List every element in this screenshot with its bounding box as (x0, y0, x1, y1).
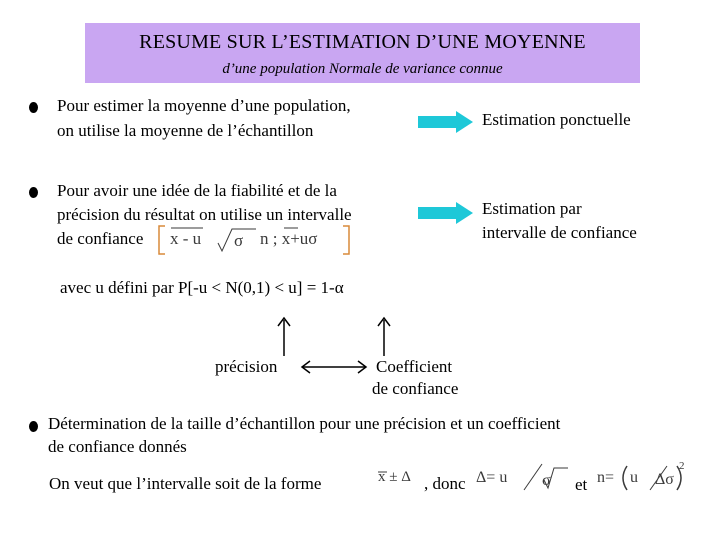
bullet-2 (29, 187, 38, 198)
interval-mid: n ; x+uσ (260, 229, 318, 248)
bullet-1 (29, 102, 38, 113)
arrow-right-icon (418, 111, 473, 133)
interval-formula (156, 223, 352, 257)
formula-delta-eq: Δ= u (476, 469, 508, 486)
section1-line1: Pour estimer la moyenne d’une population, (57, 96, 351, 115)
section2-line3: de confiance (57, 229, 144, 248)
label-coefficient-line1: Coefficient (376, 357, 453, 376)
interval-left: x - u (170, 229, 202, 248)
formula-u: u (630, 469, 638, 486)
result-interval-line2: intervalle de confiance (482, 223, 637, 242)
formula-n-eq: n= (597, 469, 615, 486)
section2-line1: Pour avoir une idée de la fiabilité et de la (57, 181, 337, 200)
label-precision: précision (215, 357, 278, 376)
et-text: et (575, 475, 588, 494)
page-subtitle: d’une population Normale de variance connue (222, 61, 503, 77)
result-interval-line1: Estimation par (482, 199, 582, 218)
u-definition: avec u défini par P[-u < N(0,1) < u] = 1-α (60, 278, 344, 297)
interval-sigma: σ (234, 231, 244, 250)
section3-line2: de confiance donnés (48, 437, 187, 456)
title-box (85, 23, 640, 83)
arrow-up-icon (377, 316, 391, 356)
page-title: RESUME SUR L’ESTIMATION D’UNE MOYENNE (139, 31, 586, 53)
arrow-up-icon (277, 316, 291, 356)
formula-x-pm-delta: x ± Δ (378, 469, 411, 485)
section3-line1: Détermination de la taille d’échantillon pour une précision et un coefficient (48, 414, 561, 433)
formula-sigma: σ (542, 472, 551, 489)
label-coefficient-line2: de confiance (372, 379, 459, 398)
formula-exponent: 2 (679, 460, 685, 472)
section2-line2: précision du résultat on utilise un intervalle (57, 205, 352, 224)
section1-line2: on utilise la moyenne de l’échantillon (57, 121, 314, 140)
donc-text: , donc (424, 474, 466, 493)
double-arrow-icon (300, 359, 368, 375)
parentheses-icon (617, 462, 687, 494)
bullet-3 (29, 421, 38, 432)
formula-delta-sigma: Δσ (655, 471, 674, 488)
result-point-estimation: Estimation ponctuelle (482, 110, 631, 129)
arrow-right-icon (418, 202, 473, 224)
section3-bottom-text: On veut que l’intervalle soit de la forme (49, 474, 322, 493)
